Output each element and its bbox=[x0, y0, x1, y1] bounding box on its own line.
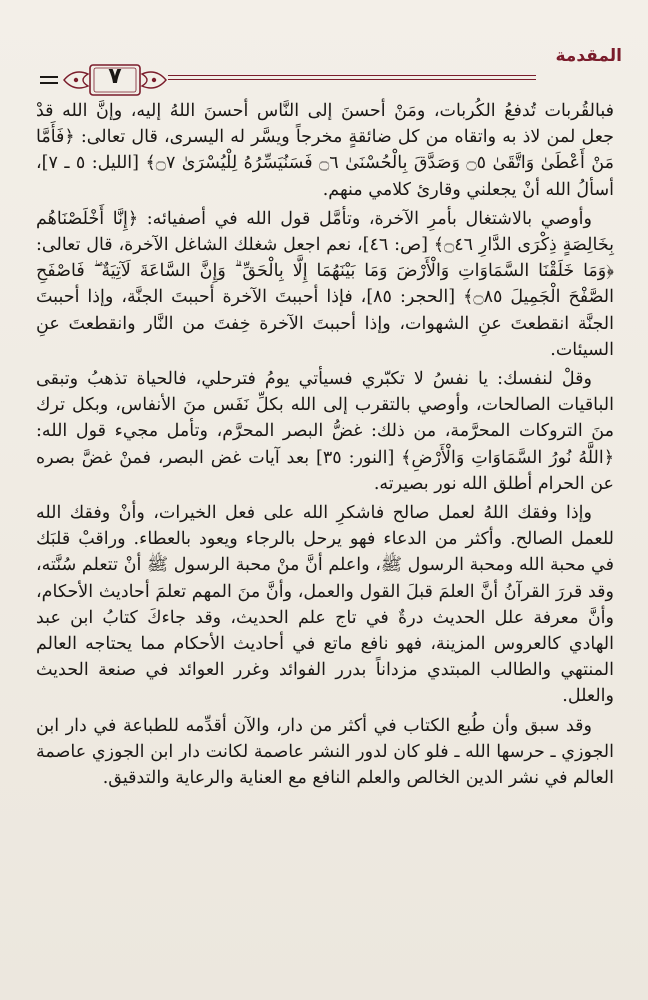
paragraph: وأوصي بالاشتغال بأمرِ الآخرة، وتأمَّل قول الله في أصفيائه: ﴿إِنَّا أَخْلَصْنَاهُم بِخَالِصَةٍ ذِكْرَى الدَّارِ ۝٤٦﴾ [ص: ٤٦]، نعم اجعل شغلك الشاغل الآخرة، قال تعالى: ﴿وَمَا خَلَقْنَا السَّمَاوَاتِ وَالْأَرْضَ وَمَا بَيْنَهُمَا إِلَّا بِالْحَقِّ ۗ وَإِنَّ السَّاعَةَ لَآتِيَةٌ ۖ فَاصْفَحِ الصَّفْحَ الْجَمِيلَ ۝٨٥﴾ [الحجر: ٨٥]، فإذا أحببتَ الآخرة أحببتَ الجنَّة، وإذا أحببتَ الجنَّة انقطعتَ عنِ الشهوات، وإذا أحببتَ الآخرة خِفتَ من النَّار وانقطعتَ عنِ السيئات. bbox=[36, 208, 614, 360]
header-rule bbox=[168, 75, 536, 76]
header-dash-mark-lower bbox=[40, 82, 58, 84]
paragraph: وقلْ لنفسك: يا نفسُ لا تكبّري فسيأتي يومُ فترحلي، فالحياة تذهبُ وتبقى الباقيات الصالحات، وأوصي بالتقرب إلى الله بكلِّ نَفَس منَ الأنفاس، وبكل ترك منَ التروكات المحرَّمة، من ذلك: غضُّ البصر المحرَّم، وتأمل مجيء قول الله: ﴿اللَّهُ نُورُ السَّمَاوَاتِ وَالْأَرْضِ﴾ [النور: ٣٥] بعد آيات غض البصر، فمنْ غضَّ بصره عن الحرام أطلق الله نور بصيرته. bbox=[36, 369, 615, 494]
header-rule-secondary bbox=[168, 79, 536, 80]
page-number: ٧ bbox=[108, 64, 122, 89]
paragraph: وإذا وفقك اللهُ لعمل صالح فاشكرِ الله على فعل الخيرات، وأنْ وفقك الله للعمل الصالح. وأكثر من الدعاء فهو يرحل بالرجاء ويعود بالعطاء. وراقبْ قلبَك في محبة الله ومحبة الرسول ﷺ، واعلم أنَّ منْ محبة الرسول ﷺ أنْ تتعلم سُنَّته، وقد قررَ القرآنُ أنَّ العلمَ قبلَ القول والعمل، وأنَّ منَ المهم تعلمَ أحاديث الأحكام، وأنَّ معرفة علل الحديث درةٌ في تاج علم الحديث، وقد جاءكَ كتابُ ابن عبد الهادي كالعروس المزينة، فهو نافع ماتع في أحاديث الأحكام مما يحتاجه العالم المنتهي والطالب المبتدي مزداناً بدرر الفوائد وغرر العوائد في صنعة الحديث والعلل. bbox=[36, 503, 614, 707]
paragraph: وقد سبق وأن طُبع الكتاب في أكثر من دار، والآن أقدِّمه للطباعة في دار ابن الجوزي ـ حرسها الله ـ فلو كان لدور النشر عاصمة لكانت دار ابن الجوزي عاصمة العالم في نشر الدين الخالص والعلم النافع مع العناية والرعاية والتدقيق. bbox=[36, 715, 614, 789]
paragraph: فبالقُربات تُدفعُ الكُربات، ومَنْ أحسنَ إلى النَّاس أحسنَ اللهُ إليه، وإنَّ الله قدْ جعل لمن لاذ به واتقاه من كل ضائقةٍ مخرجاً ويسَّر له اليسرى، قال تعالى: ﴿فَأَمَّا مَنْ أَعْطَىٰ وَاتَّقَىٰ ۝٥ وَصَدَّقَ بِالْحُسْنَىٰ ۝٦ فَسَنُيَسِّرُهُ لِلْيُسْرَىٰ ۝٧﴾ [الليل: ٥ ـ ٧]، أسألُ الله أنْ يجعلني وقارئ كلامي منهم. bbox=[36, 101, 614, 200]
header-dash-mark bbox=[40, 76, 58, 78]
section-title: المقدمة bbox=[555, 46, 622, 66]
body-text bbox=[36, 98, 614, 794]
